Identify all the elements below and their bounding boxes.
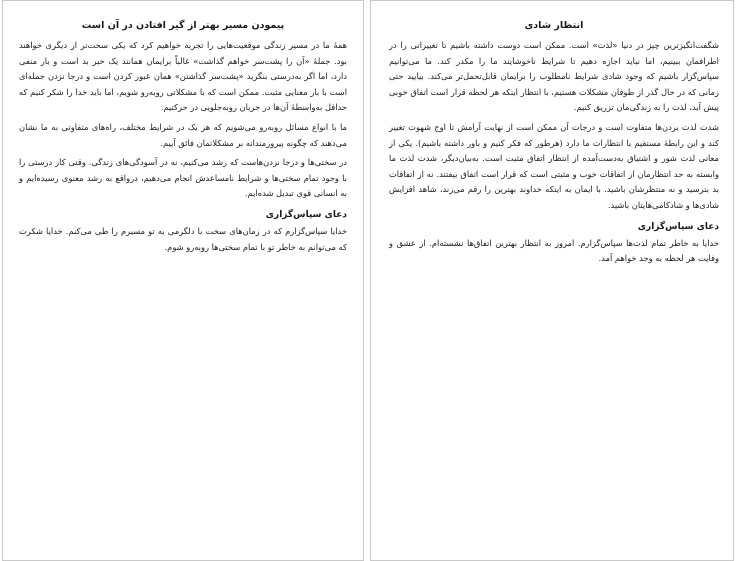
left-prayer-text: خدایا سپاس‌گزارم که در زمان‌های سخت با دلگرمی به تو مسیرم را طی می‌کنم. خدایا شکرت که می‌توانم به خاطر تو با تمام سختی‌ها روبه‌رو شوم. [19, 225, 347, 252]
right-page-title: انتظار شادی [524, 20, 584, 31]
left-paragraph-3: در سختی‌ها و درجا نزدن‌هاست که رشد می‌کنیم، نه در آسودگی‌های زندگی. وقتی کار درستی را با وجود تمام سختی‌ها و شرایط نامساعدش انجام می‌دهیم، درواقع به رشد معنوی رسیده‌ایم و به انسانی قوی تبدیل شده‌ایم. [19, 157, 347, 199]
left-page [2, 0, 364, 561]
left-paragraph-1: همهٔ ما در مسیر زندگی موقعیت‌هایی را تجربه خواهیم کرد که یکی سخت‌تر از دیگری خواهند بود. جملهٔ «آن را پشت‌سر خواهم گذاشت» غالباً برایمان همانند یک خبر بد است و بار منفی دارد، اما اگر به‌درستی بنگرید «پشت‌سر گذاشتن» همان عبور کردن است و درجا نزدن جمله‌ای است با بار معنایی مثبت. ممکن است که با مشکلاتی روبه‌رو شویم، اما باید خدا را شکر کنیم که حداقل به‌واسطهٔ آن‌ها در جریان روبه‌جلویی در حرکتیم. [19, 40, 347, 113]
left-prayer-title: دعای سپاس‌گزاری [265, 209, 347, 220]
right-prayer-text: خدایا به خاطر تمام لذت‌ها سپاس‌گزارم. امروز به انتظار بهترین اتفاق‌ها نشسته‌ام. از عشق و وفایت هر لحظه به وجد خواهم آمد. [389, 237, 719, 264]
right-paragraph-1: شگفت‌انگیزترین چیز در دنیا «لذت» است. ممکن است دوست داشته باشیم تا تغییراتی را در اطرافمان ببینیم، اما نباید اجازه دهیم تا شرایط ناخوشایند ما را مکدر کند. ما می‌توانیم سپاس‌گزار باشیم که وجود شادی شرایط نامطلوب را برایمان قابل‌تحمل‌تر می‌کند. بیایید حتی زمانی که در حال گذر از طوفان مشکلات هستیم، با انتظار اینکه هر لحظه قرار است اتفاق خوبی پیش آید، لذت را به زندگی‌مان تزریق کنیم. [389, 40, 719, 113]
left-paragraph-2: ما با انواع مسائل روبه‌رو می‌شویم که هر یک در شرایط مختلف، راه‌های متفاوتی به ما نشان می‌دهند که چگونه پیروزمندانه بر مشکلاتمان فائق آییم. [19, 121, 347, 148]
right-paragraph-2: شدت لذت بردن‌ها متفاوت است و درجات آن ممکن است از نهایت آرامش تا اوج شهوت تغییر کند و این رابطهٔ مستقیم با انتظارات ما دارد (هرطور که فکر کنیم و باور داشته باشیم). یکی از معانی لذت شور و اشتیاق به‌دست‌آمده از انتظار اتفاق مثبت است. به‌بیان‌دیگر، شدت لذت ما وابسته به حد انتظارمان از اتفاقات خوب و مثبتی است که قرار است اتفاق بیفتند. نه از اتفاقات بد بترسید و نه منتظرشان باشید. با ایمان به اینکه خداوند بهترین را رقم می‌زند، شاهد افزایش شادی‌ها و شادکامی‌هایتان باشید. [389, 121, 719, 210]
left-page-content [19, 13, 347, 259]
right-prayer-title: دعای سپاس‌گزاری [637, 221, 719, 232]
right-page-content [389, 13, 719, 271]
right-page [370, 0, 734, 561]
left-page-title: پیمودن مسیر بهتر از گیر افتادن در آن است [81, 20, 285, 31]
